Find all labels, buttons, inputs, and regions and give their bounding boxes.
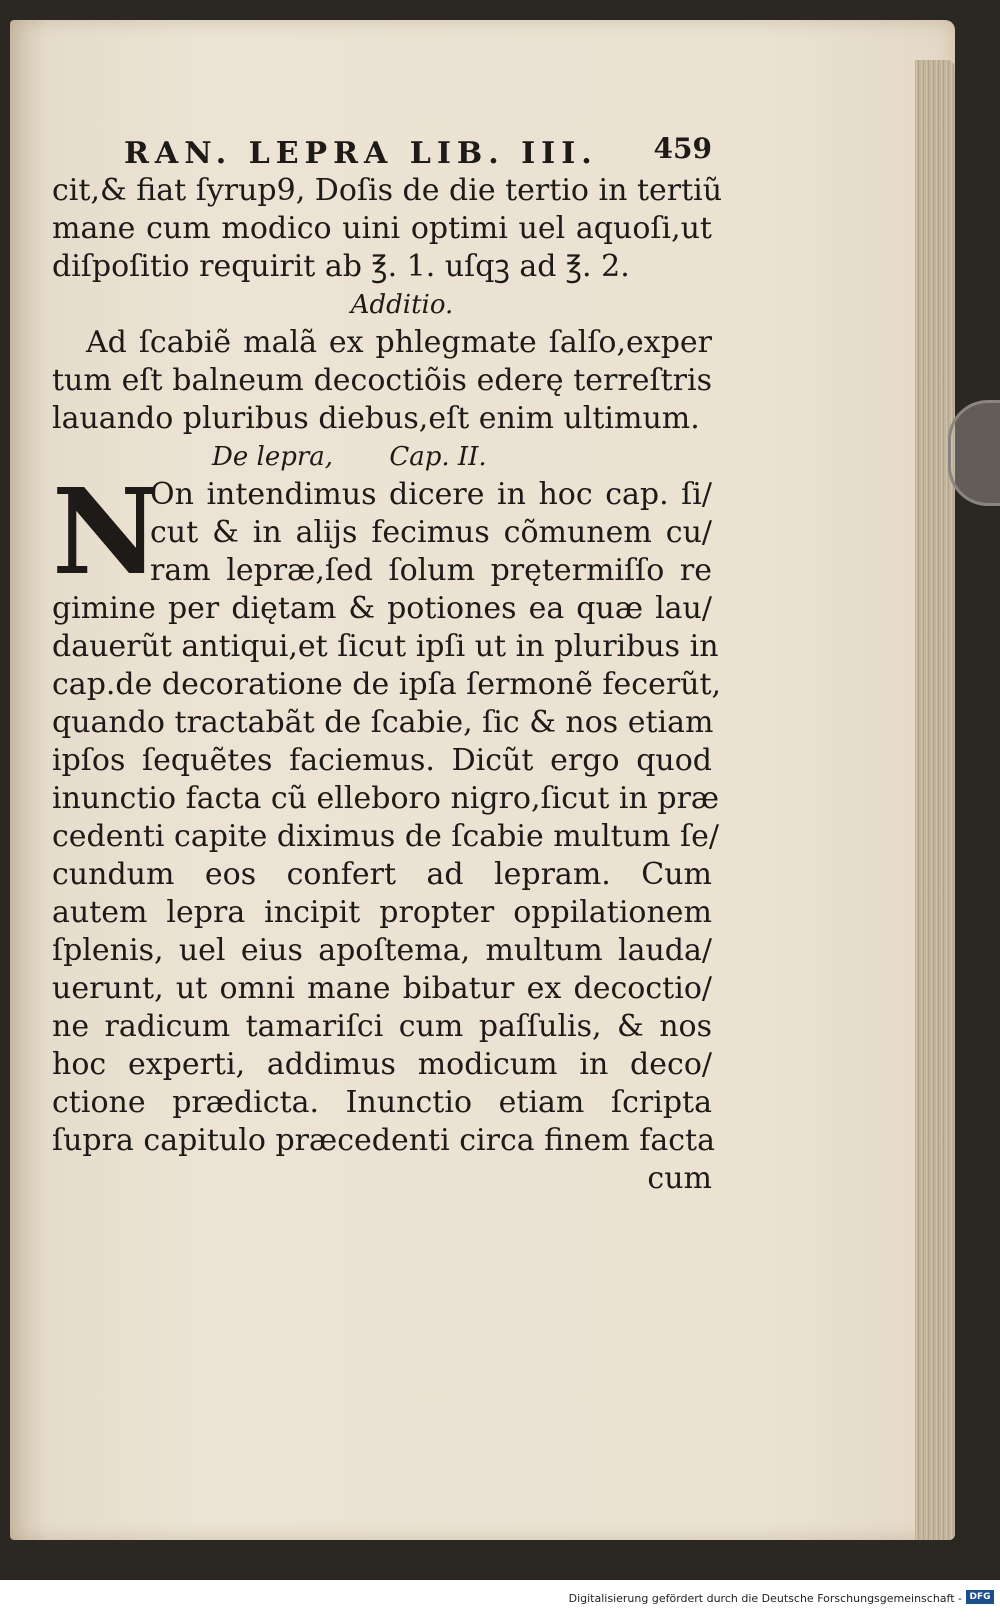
dfg-logo: DFG (966, 1590, 994, 1604)
text-line: gimine per diętam & potiones ea quæ lau/ (52, 591, 712, 626)
chapter-number: Cap. II. (389, 442, 487, 472)
addition-heading: Additio. (350, 290, 454, 320)
text-line: mane cum modico uini optimi uel aquoſi,ut (52, 211, 712, 246)
text-line: inunctio facta cũ elleboro nigro,ſicut in præ (52, 781, 720, 816)
text-line: ſplenis, uel eius apoſtema, multum lauda/ (52, 933, 712, 968)
funding-credit: Digitalisierung gefördert durch die Deutsche Forschungsgemeinschaft - (568, 1592, 962, 1605)
top-paragraph (52, 172, 723, 286)
addition-paragraph (52, 324, 712, 438)
text-line: uerunt, ut omni mane bibatur ex decoctio/ (52, 971, 712, 1006)
text-line: ram lepræ,ſed ſolum prętermiſſo re (150, 553, 712, 588)
folio-number: 459 (653, 132, 712, 165)
text-line: hoc experti, addimus modicum in deco/ (52, 1047, 712, 1082)
text-line: Ad ſcabiẽ malã ex phlegmate ſalſo,exper (86, 325, 712, 360)
text-line: dauerũt antiqui,et ſicut ipſi ut in pluribus in (52, 629, 719, 664)
text-line: ne radicum tamariſci cum paſſulis, & nos (52, 1009, 712, 1044)
chapter-body (52, 590, 722, 1160)
text-line: cedenti capite diximus de ſcabie multum ſe/ (52, 819, 719, 854)
chapter-opening (52, 462, 712, 601)
text-line: quando tractabãt de ſcabie, ſic & nos etiam (52, 705, 714, 740)
page-edges (915, 60, 955, 1540)
text-line: autem lepra incipit propter oppilationem (52, 895, 712, 930)
chapter-title: De lepra, (212, 442, 334, 472)
text-line: ctione prædicta. Inunctio etiam ſcripta (52, 1085, 712, 1120)
text-line: lauando pluribus diebus,eſt enim ultimum. (52, 401, 700, 436)
page-text (52, 128, 723, 1198)
catchword: cum (647, 1161, 712, 1196)
text-line: cap.de decoratione de ipſa ſermonẽ fecerũt, (52, 667, 722, 702)
text-line: ipſos ſequẽtes faciemus. Dicũt ergo quod (52, 743, 712, 778)
text-line: ſupra capitulo præcedenti circa finem facta (52, 1123, 715, 1158)
text-line: cit,& fiat ſyrup9, Doſis de die tertio in tertiũ (52, 173, 723, 208)
digitization-footer (0, 1580, 1000, 1618)
page-clip (948, 400, 1000, 506)
text-line: diſpoſitio requirit ab ℥. 1. uſqꝫ ad ℥. 2. (52, 249, 630, 284)
text-line: tum eſt balneum decoctiõis ederę terreſtris (52, 363, 712, 398)
text-line: cut & in alijs fecimus cõmunem cu/ (150, 515, 712, 550)
text-line: On intendimus dicere in hoc cap. ſi/ (150, 477, 712, 512)
running-title: RAN. LEPRA LIB. III. (124, 136, 598, 171)
text-line: cundum eos confert ad lepram. Cum (52, 857, 712, 892)
running-header (52, 128, 712, 172)
initial-letter: N (52, 462, 160, 601)
